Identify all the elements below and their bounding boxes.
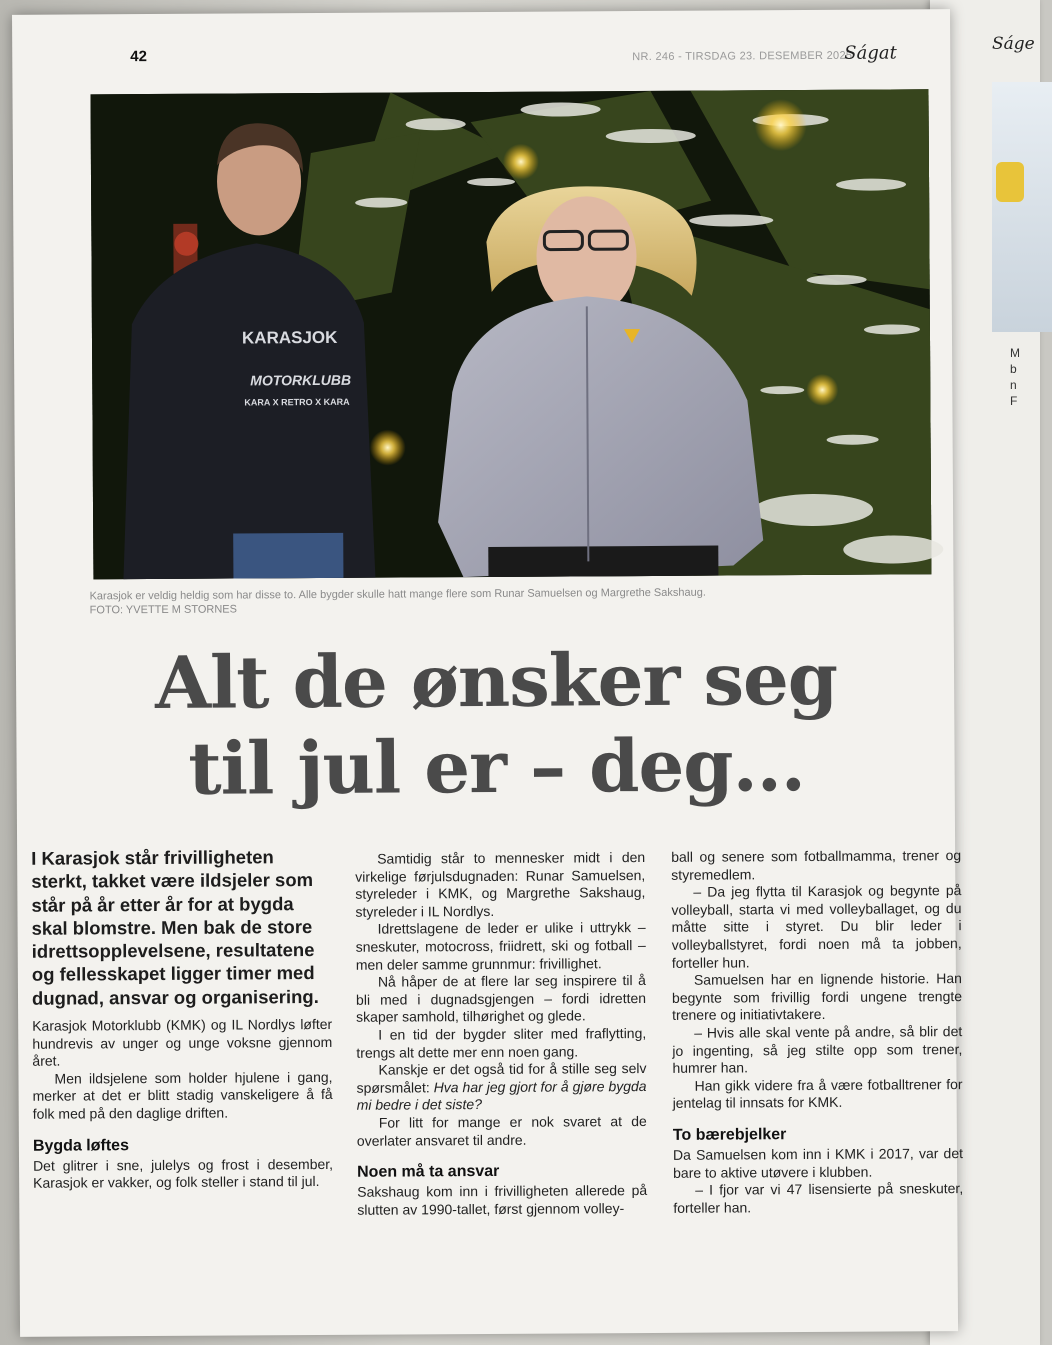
- photo-caption: [90, 584, 950, 617]
- facing-page-text: M b n F: [1010, 346, 1020, 408]
- article-column-2: [355, 849, 647, 1219]
- paragraph: Men ildsjelene som holder hjulene i gang, merker at det er blitt stadig vanskeligere å få folk med på den daglige driften.: [32, 1068, 333, 1122]
- hoodie-print-line2: MOTORKLUBB: [250, 371, 352, 389]
- paragraph: [356, 1060, 646, 1115]
- paragraph: – Hvis alle skal vente på andre, så blir det jo ingenting, så jeg stilte opp som trener, humrer han.: [672, 1023, 963, 1076]
- paragraph: Da Samuelsen kom inn i KMK i 2017, var det bare to aktive utøvere i klubben.: [672, 1144, 964, 1181]
- headline-line2: til jul er – deg...: [188, 722, 806, 811]
- page-number: 42: [130, 48, 148, 66]
- headline-line1: Alt de ønsker seg: [154, 635, 838, 726]
- headline: [56, 635, 937, 812]
- subheading: Noen må ta ansvar: [357, 1163, 500, 1181]
- question-text: Hva har jeg gjort for å gjøre bygda mi bedre i det siste?: [356, 1077, 647, 1114]
- photo-credit: FOTO: YVETTE M STORNES: [89, 603, 237, 617]
- paragraph: ball og senere som fotballmamma, trener og styremedlem.: [671, 847, 962, 883]
- paragraph: – Da jeg flytta til Karasjok og begynte på volleyball, starta vi med volleyballaget, og du måtte sitte i styret. Du blir leder i volleyballstyret, fordi noen må ta jobben, forteller hun.: [671, 882, 962, 971]
- publication-logo: Ságat: [844, 42, 897, 64]
- article-column-1: [31, 845, 333, 1193]
- article-column-3: [671, 847, 963, 1217]
- hoodie-print-line3: KARA X RETRO X KARA: [244, 396, 350, 408]
- article-photo: [90, 89, 931, 579]
- paragraph: Samuelsen har en lignende historie. Han begynte som frivillig fordi ungene trengte trenere og initiativtakere.: [671, 970, 963, 1024]
- newspaper-page: [12, 9, 964, 1337]
- subheading: Bygda løftes: [32, 1136, 129, 1155]
- article-lead: I Karasjok står frivilligheten sterkt, takket være ildsjeler som står på år etter år for at bygda skal blomstre. Men bak de store idrettsopplevelsene, resultatene og fellesskapet ligger timer med dugnad, ansvar og organisering.: [31, 846, 319, 1009]
- paragraph: Han gikk videre fra å være fotballtrener for jentelag til innsats for KMK.: [672, 1075, 963, 1112]
- subheading: To bærebjelker: [672, 1126, 787, 1144]
- paragraph: Det glitrer i sne, julelys og frost i desember, Karasjok er vakker, og folk steller i stand til jul.: [32, 1155, 334, 1191]
- paragraph: Sakshaug kom inn i frivilligheten allerede på slutten av 1990-tallet, først gjennom volley-: [357, 1182, 648, 1218]
- paragraph: Idrettslagene de leder er ulike i uttrykk – sneskuter, motocross, friidrett, ski og fotball – men deler samme grunnmur: frivillighet.: [355, 919, 646, 973]
- question-intro: Kanskje er det også tid for å stille seg selv spørsmålet:: [356, 1060, 647, 1096]
- paragraph: For litt for mange er nok svaret at de overlater ansvaret til andre.: [356, 1112, 647, 1149]
- issue-line: NR. 246 - TIRSDAG 23. DESEMBER 2025: [632, 49, 853, 64]
- paragraph: – I fjor var vi 47 lisensierte på sneskuter, forteller han.: [673, 1180, 964, 1216]
- facing-page-photo: [992, 82, 1052, 332]
- paragraph: I en tid der bygder sliter med fraflytting, trengs alt dette mer enn noen gang.: [356, 1024, 647, 1061]
- facing-page-logo: Ságe: [992, 34, 1035, 54]
- hoodie-print-line1: KARASJOK: [241, 327, 338, 348]
- photo-illustration: [90, 89, 931, 579]
- caption-text: Karasjok er veldig heldig som har disse to. Alle bygder skulle hatt mange flere som Runar Samuelsen og Margrethe Sakshaug.: [89, 586, 706, 603]
- paragraph: Samtidig står to mennesker midt i den virkelige førjulsdugnaden: Runar Samuelsen, styreleder i KMK, og Margrethe Sakshaug, styreleder i IL Nordlys.: [355, 849, 646, 920]
- paragraph: Karasjok Motorklubb (KMK) og IL Nordlys løfter hundrevis av unger og unge voksne gjennom året.: [32, 1016, 333, 1070]
- paragraph: Nå håper de at flere lar seg inspirere til å bli med i dugnadsgjengen – fordi idretten skaper samhold, tilhørighet og glede.: [355, 972, 647, 1026]
